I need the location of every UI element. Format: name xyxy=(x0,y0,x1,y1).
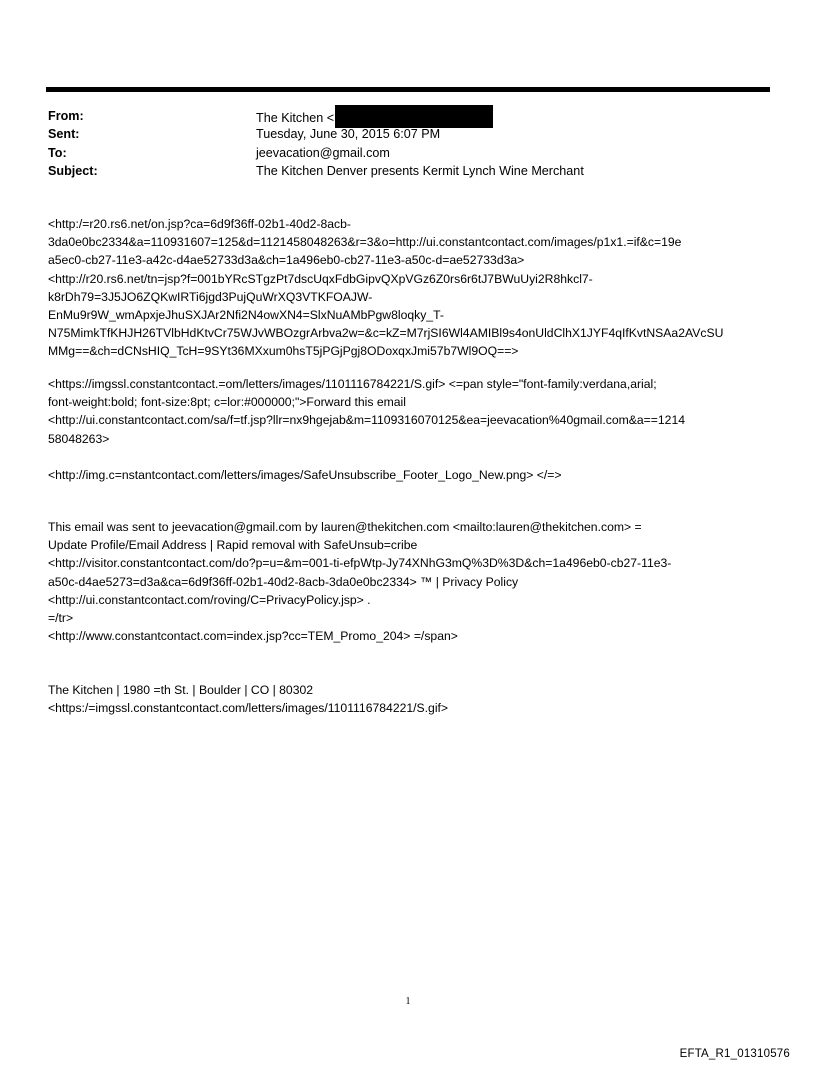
footer-notice-block xyxy=(48,518,772,645)
email-header xyxy=(48,107,768,180)
body-line: k8rDh79=3J5JO6ZQKwIRTi6jgd3PujQuWrXQ3VTKFOAJW- xyxy=(48,289,373,304)
header-rule xyxy=(46,87,770,92)
to-label: To: xyxy=(48,145,67,160)
body-line: <http://ui.constantcontact.com/sa/f=tf.jsp?llr=nx9hgejab&m=1109316070125&ea=jeevacation%40gmail.com&a==1214 xyxy=(48,413,686,428)
subject-value: The Kitchen Denver presents Kermit Lynch Wine Merchant xyxy=(256,163,584,178)
body-line: font-weight:bold; font-size:8pt; c=lor:#000000;">Forward this email xyxy=(48,395,406,410)
body-line: This email was sent to jeevacation@gmail.com by lauren@thekitchen.com <mailto:lauren@thekitchen.com> = xyxy=(48,520,642,534)
page-number: 1 xyxy=(405,996,411,1007)
body-line: <http:/=r20.rs6.net/on.jsp?ca=6d9f36ff-02b1-40d2-8acb- xyxy=(48,217,351,231)
body-line: <http://r20.rs6.net/tn=jsp?f=001bYRcSTgzPt7dscUqxFdbGipvQXpVGz6Z0rs6r6tJ7BWuUyi2R8hkcl7- xyxy=(48,271,593,286)
body-line: <http://www.constantcontact.com=index.jsp?cc=TEM_Promo_204> =/span> xyxy=(48,629,458,644)
sent-value: Tuesday, June 30, 2015 6:07 PM xyxy=(256,127,441,142)
body-line: Update Profile/Email Address | Rapid removal with SafeUnsub=cribe xyxy=(48,538,418,553)
from-row xyxy=(48,107,768,125)
subject-row xyxy=(48,162,768,180)
from-label: From: xyxy=(48,109,84,123)
to-value: jeevacation@gmail.com xyxy=(256,145,390,160)
body-line: <http://img.c=nstantcontact.com/letters/images/SafeUnsubscribe_Footer_Logo_New.png> </=> xyxy=(48,468,562,482)
body-line: MMg==&ch=dCNsHIQ_TcH=9SYt36MXxum0hsT5jPGjPgj8ODoxqxJmi57b7Wl9OQ==> xyxy=(48,344,519,359)
body-line: a50c-d4ae5273=d3a&ca=6d9f36ff-02b1-40d2-8acb-3da0e0bc2334> ™ | Privacy Policy xyxy=(48,574,519,589)
body-line: N75MimkTfKHJH26TVlbHdKtvCr75WJvWBOzgrArbva2w=&c=kZ=M7rjSI6Wl4AMIBl9s4onUldClhX1JYF4qIfKvtNSAa2AVcSU xyxy=(48,326,724,341)
body-line: <http://ui.constantcontact.com/roving/C=PrivacyPolicy.jsp> . xyxy=(48,592,371,607)
body-line: 3da0e0bc2334&a=110931607=125&d=1121458048263&r=3&o=http://ui.constantcontact.com/images/p1x1.=if&c=19e xyxy=(48,235,682,250)
from-text: The Kitchen < xyxy=(256,110,335,125)
sent-row xyxy=(48,125,768,143)
subject-label: Subject: xyxy=(48,163,98,178)
address-block xyxy=(48,681,772,717)
body-line: The Kitchen | 1980 =th St. | Boulder | CO | 80302 xyxy=(48,683,314,697)
to-row xyxy=(48,144,768,162)
body-line: <https:/=imgssl.constantcontact.com/letters/images/1101116784221/S.gif> xyxy=(48,701,449,716)
body-line: EnMu9r9W_wmApxjeJhuSXJAr2Nfi2N4owXN4=SlxNuAMbPgw8loqky_T- xyxy=(48,307,444,322)
safeunsubscribe-block xyxy=(48,466,772,484)
forward-email-block xyxy=(48,375,772,448)
body-line: 58048263> xyxy=(48,431,110,446)
sent-label: Sent: xyxy=(48,127,80,142)
bates-number: EFTA_R1_01310576 xyxy=(679,1048,790,1060)
body-line: <https://imgssl.constantcontact.=om/letters/images/1101116784221/S.gif> <=pan style="font-family:verdana,arial; xyxy=(48,377,657,391)
tracking-links-block xyxy=(48,215,772,361)
body-line: =/tr> xyxy=(48,610,74,625)
body-line: a5ec0-cb27-11e3-a42c-d4ae52733d3a&ch=1a496eb0-cb27-11e3-a50c-d=ae52733d3a> xyxy=(48,253,525,268)
body-line: <http://visitor.constantcontact.com/do?p=u=&m=001-ti-efpWtp-Jy74XNhG3mQ%3D%3D&ch=1a496eb0-cb27-11e3- xyxy=(48,556,672,571)
